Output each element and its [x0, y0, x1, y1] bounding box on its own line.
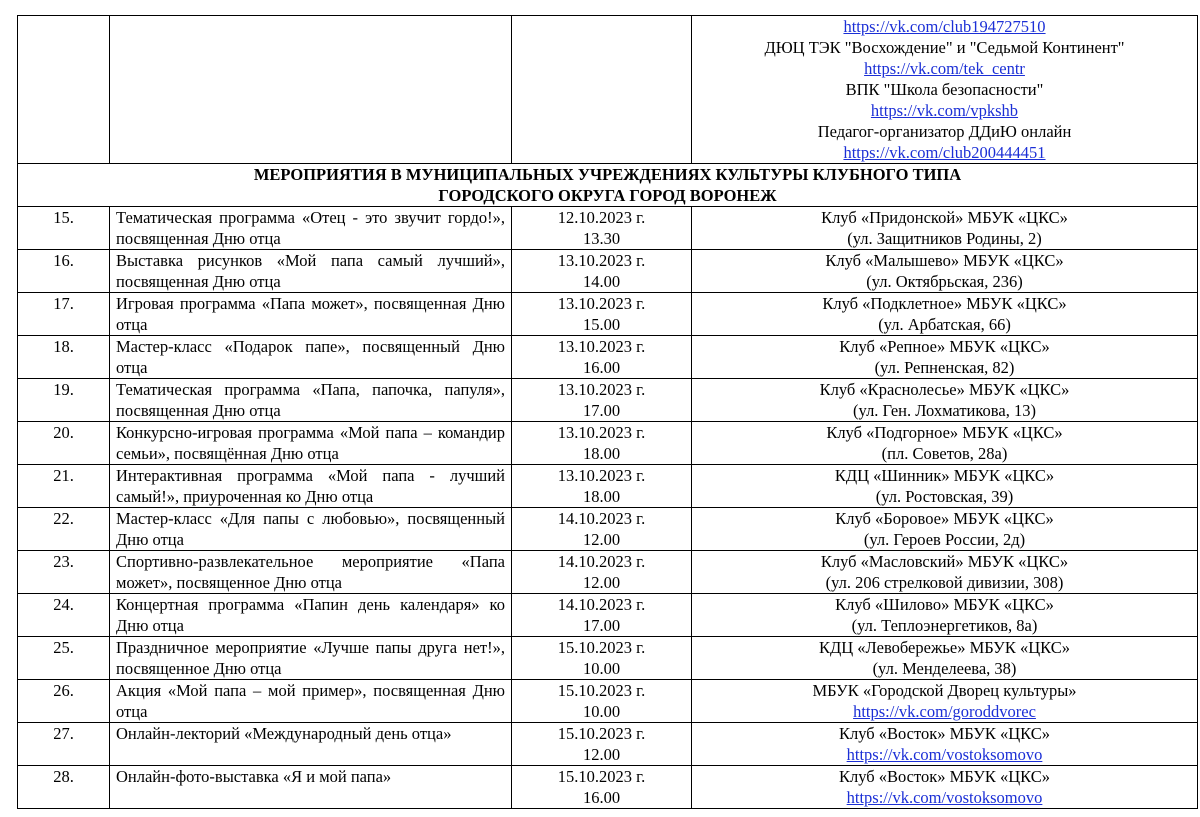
event-date: 13.10.2023 г.	[557, 251, 646, 270]
venue-link[interactable]: https://vk.com/vostoksomovo	[846, 788, 1043, 807]
row-number: 18.	[18, 336, 110, 379]
contact-name: ВПК "Школа безопасности"	[845, 80, 1044, 99]
table-row	[18, 766, 1198, 809]
event-place	[692, 766, 1198, 809]
event-name: Праздничное мероприятие «Лучше папы друга нет!», посвященное Дню отца	[110, 637, 512, 680]
row-number: 22.	[18, 508, 110, 551]
venue-name: КДЦ «Левобережье» МБУК «ЦКС»	[819, 638, 1070, 657]
table-row	[18, 637, 1198, 680]
venue-address: (ул. Октябрьская, 236)	[866, 272, 1023, 291]
row-number: 24.	[18, 594, 110, 637]
event-place	[692, 680, 1198, 723]
event-date: 15.10.2023 г.	[557, 724, 646, 743]
table-row	[18, 465, 1198, 508]
event-time: 16.00	[582, 358, 621, 377]
table-row	[18, 551, 1198, 594]
event-time: 18.00	[582, 444, 621, 463]
event-name: Онлайн-фото-выставка «Я и мой папа»	[110, 766, 512, 809]
contacts-cell	[692, 16, 1198, 164]
contact-name: ДЮЦ ТЭК "Восхождение" и "Седьмой Континент"	[764, 38, 1125, 57]
venue-name: Клуб «Краснолесье» МБУК «ЦКС»	[819, 380, 1070, 399]
venue-address: (ул. Героев России, 2д)	[863, 530, 1026, 549]
row-number: 17.	[18, 293, 110, 336]
event-date: 14.10.2023 г.	[557, 509, 646, 528]
contact-link[interactable]: https://vk.com/club200444451	[843, 143, 1046, 162]
event-place	[692, 336, 1198, 379]
event-date: 12.10.2023 г.	[557, 208, 646, 227]
events-table-body	[18, 16, 1198, 809]
event-name: Выставка рисунков «Мой папа самый лучший», посвященная Дню отца	[110, 250, 512, 293]
event-place	[692, 594, 1198, 637]
venue-name: Клуб «Придонской» МБУК «ЦКС»	[821, 208, 1068, 227]
event-place	[692, 422, 1198, 465]
event-datetime	[512, 207, 692, 250]
event-place	[692, 293, 1198, 336]
contact-link[interactable]: https://vk.com/tek_centr	[864, 59, 1025, 78]
event-time: 12.00	[582, 745, 621, 764]
venue-address: (ул. Защитников Родины, 2)	[847, 229, 1042, 248]
venue-address: (пл. Советов, 28а)	[881, 444, 1008, 463]
event-datetime	[512, 336, 692, 379]
venue-name: Клуб «Малышево» МБУК «ЦКС»	[825, 251, 1064, 270]
event-time: 13.30	[582, 229, 621, 248]
event-date: 13.10.2023 г.	[557, 466, 646, 485]
event-place	[692, 465, 1198, 508]
venue-link[interactable]: https://vk.com/vostoksomovo	[846, 745, 1043, 764]
event-date: 13.10.2023 г.	[557, 380, 646, 399]
row-number: 15.	[18, 207, 110, 250]
event-name: Конкурсно-игровая программа «Мой папа – командир семьи», посвящённая Дню отца	[110, 422, 512, 465]
venue-address: (ул. Теплоэнергетиков, 8а)	[851, 616, 1038, 635]
event-date: 13.10.2023 г.	[557, 423, 646, 442]
event-datetime	[512, 379, 692, 422]
event-name: Онлайн-лекторий «Международный день отца»	[110, 723, 512, 766]
event-date: 15.10.2023 г.	[557, 767, 646, 786]
venue-name: Клуб «Масловский» МБУК «ЦКС»	[820, 552, 1069, 571]
event-place	[692, 250, 1198, 293]
row-number: 28.	[18, 766, 110, 809]
event-datetime	[512, 551, 692, 594]
table-row	[18, 207, 1198, 250]
event-place	[692, 207, 1198, 250]
event-datetime	[512, 508, 692, 551]
venue-name: Клуб «Репное» МБУК «ЦКС»	[839, 337, 1050, 356]
event-name: Концертная программа «Папин день календаря» ко Дню отца	[110, 594, 512, 637]
contact-link[interactable]: https://vk.com/club194727510	[843, 17, 1046, 36]
event-name: Игровая программа «Папа может», посвященная Дню отца	[110, 293, 512, 336]
venue-name: Клуб «Восток» МБУК «ЦКС»	[838, 724, 1051, 743]
event-name: Мастер-класс «Подарок папе», посвященный Дню отца	[110, 336, 512, 379]
event-datetime	[512, 594, 692, 637]
event-time: 17.00	[582, 401, 621, 420]
event-datetime	[512, 723, 692, 766]
venue-name: Клуб «Подгорное» МБУК «ЦКС»	[826, 423, 1063, 442]
event-place	[692, 508, 1198, 551]
event-time: 12.00	[582, 573, 621, 592]
event-name: Интерактивная программа «Мой папа - лучший самый!», приуроченная ко Дню отца	[110, 465, 512, 508]
event-time: 14.00	[582, 272, 621, 291]
event-date: 14.10.2023 г.	[557, 595, 646, 614]
event-datetime	[512, 250, 692, 293]
event-date: 13.10.2023 г.	[557, 294, 646, 313]
event-name: Тематическая программа «Папа, папочка, папуля», посвященная Дню отца	[110, 379, 512, 422]
table-row	[18, 293, 1198, 336]
venue-address: (ул. Менделеева, 38)	[872, 659, 1017, 678]
event-datetime	[512, 465, 692, 508]
event-time: 17.00	[582, 616, 621, 635]
row-number: 23.	[18, 551, 110, 594]
event-time: 10.00	[582, 702, 621, 721]
section-title-line2: ГОРОДСКОГО ОКРУГА ГОРОД ВОРОНЕЖ	[438, 186, 777, 205]
table-row	[18, 508, 1198, 551]
venue-address: (ул. Репненская, 82)	[874, 358, 1015, 377]
event-date: 13.10.2023 г.	[557, 337, 646, 356]
venue-address: (ул. Ростовская, 39)	[875, 487, 1014, 506]
event-place	[692, 637, 1198, 680]
row-number: 19.	[18, 379, 110, 422]
venue-name: Клуб «Шилово» МБУК «ЦКС»	[835, 595, 1054, 614]
event-date: 14.10.2023 г.	[557, 552, 646, 571]
event-datetime	[512, 422, 692, 465]
venue-address: (ул. 206 стрелковой дивизии, 308)	[825, 573, 1064, 592]
row-number: 20.	[18, 422, 110, 465]
event-time: 12.00	[582, 530, 621, 549]
table-row	[18, 422, 1198, 465]
continued-row	[18, 16, 1198, 164]
contact-name: Педагог-организатор ДДиЮ онлайн	[817, 122, 1072, 141]
event-place	[692, 551, 1198, 594]
venue-name: Клуб «Восток» МБУК «ЦКС»	[838, 767, 1051, 786]
row-number: 25.	[18, 637, 110, 680]
event-date: 15.10.2023 г.	[557, 638, 646, 657]
event-name: Тематическая программа «Отец - это звучит гордо!», посвященная Дню отца	[110, 207, 512, 250]
event-time: 15.00	[582, 315, 621, 334]
event-name: Спортивно-развлекательное мероприятие «Папа может», посвященное Дню отца	[110, 551, 512, 594]
section-header-row	[18, 164, 1198, 207]
venue-name: Клуб «Боровое» МБУК «ЦКС»	[835, 509, 1054, 528]
date-cell	[512, 16, 692, 164]
venue-address: (ул. Ген. Лохматикова, 13)	[853, 401, 1036, 420]
table-row	[18, 336, 1198, 379]
section-title-line1: МЕРОПРИЯТИЯ В МУНИЦИПАЛЬНЫХ УЧРЕЖДЕНИЯХ КУЛЬТУРЫ КЛУБНОГО ТИПА	[253, 165, 962, 184]
event-place	[692, 723, 1198, 766]
event-place	[692, 379, 1198, 422]
event-datetime	[512, 766, 692, 809]
num-cell	[18, 16, 110, 164]
name-cell	[110, 16, 512, 164]
event-date: 15.10.2023 г.	[557, 681, 646, 700]
event-datetime	[512, 680, 692, 723]
row-number: 27.	[18, 723, 110, 766]
event-datetime	[512, 637, 692, 680]
event-time: 10.00	[582, 659, 621, 678]
row-number: 26.	[18, 680, 110, 723]
venue-address: (ул. Арбатская, 66)	[878, 315, 1011, 334]
row-number: 16.	[18, 250, 110, 293]
table-row	[18, 379, 1198, 422]
table-row	[18, 723, 1198, 766]
event-time: 18.00	[582, 487, 621, 506]
event-name: Акция «Мой папа – мой пример», посвященная Дню отца	[110, 680, 512, 723]
events-table	[17, 15, 1198, 809]
section-title	[18, 164, 1198, 207]
event-datetime	[512, 293, 692, 336]
venue-name: КДЦ «Шинник» МБУК «ЦКС»	[834, 466, 1055, 485]
row-number: 21.	[18, 465, 110, 508]
table-row	[18, 250, 1198, 293]
venue-name: Клуб «Подклетное» МБУК «ЦКС»	[822, 294, 1067, 313]
event-name: Мастер-класс «Для папы с любовью», посвященный Дню отца	[110, 508, 512, 551]
venue-link[interactable]: https://vk.com/goroddvorec	[853, 702, 1036, 721]
venue-name: МБУК «Городской Дворец культуры»	[812, 681, 1077, 700]
table-row	[18, 680, 1198, 723]
table-row	[18, 594, 1198, 637]
event-time: 16.00	[582, 788, 621, 807]
contact-link[interactable]: https://vk.com/vpkshb	[870, 101, 1019, 120]
